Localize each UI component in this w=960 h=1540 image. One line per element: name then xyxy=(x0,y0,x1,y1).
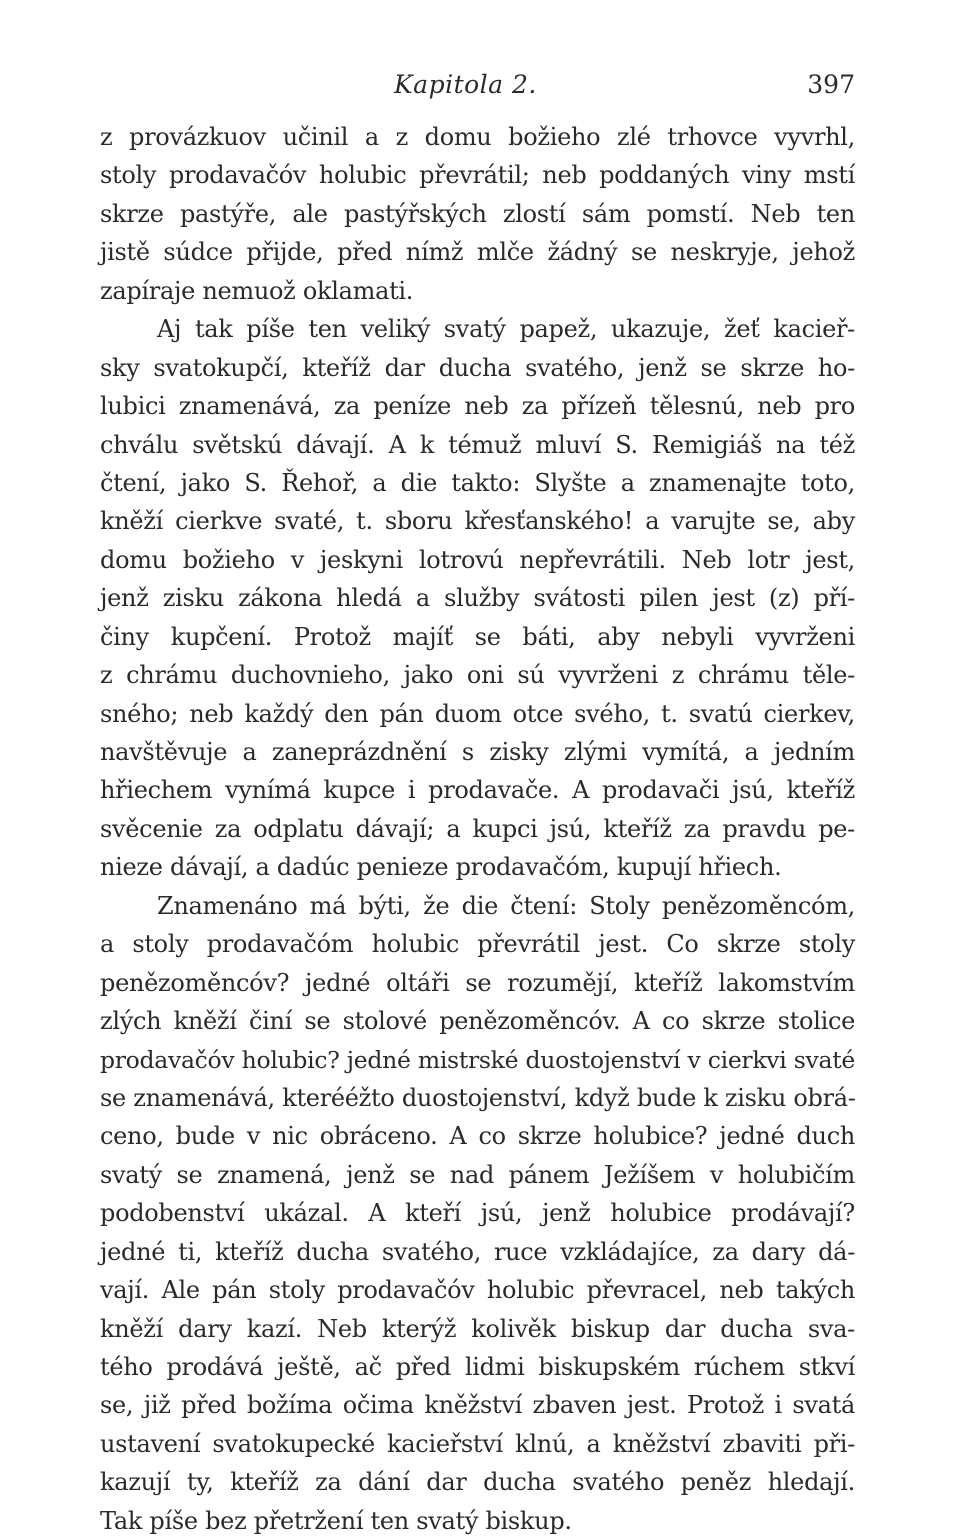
text-line: Znamenáno má býti, že die čtení: Stoly penězoměncóm, xyxy=(157,891,855,920)
text-line: zlých kněží činí se stolové penězoměncóv. A co skrze stolice xyxy=(100,1007,855,1036)
text-line: svatý se znamená, jenž se nad pánem Ježíšem v holubičím xyxy=(100,1160,855,1189)
text-line: činy kupčení. Protož majíť se báti, aby nebyli vyvrženi xyxy=(100,622,855,651)
text-line: stoly prodavačóv holubic převrátil; neb poddaných viny mstí xyxy=(100,161,855,190)
text-line: z chrámu duchovnieho, jako oni sú vyvrženi z chrámu těle- xyxy=(100,661,855,690)
text-line: podobenství ukázal. A kteří jsú, jenž holubice prodávají? xyxy=(100,1199,855,1228)
text-line: kněží dary kazí. Neb kterýž kolivěk biskup dar ducha sva- xyxy=(100,1314,855,1343)
page-header xyxy=(100,70,855,106)
text-line: sky svatokupčí, kteříž dar ducha svatého, jenž se skrze ho- xyxy=(100,353,855,382)
text-line: svěcenie za odplatu dávají; a kupci jsú, kteříž za pravdu pe- xyxy=(100,814,855,843)
text-line: sného; neb každý den pán duom otce svého, t. svatú cierkev, xyxy=(100,699,855,728)
text-line: kněží cierkve svaté, t. sboru křesťanského! a varujte se, aby xyxy=(100,507,855,536)
body-text xyxy=(100,118,855,1540)
text-line: prodavačóv holubic? jedné mistrské duostojenství v cierkvi svaté xyxy=(100,1045,855,1074)
text-line: se, již před božíma očima kněžství zbaven jest. Protož i svatá xyxy=(100,1391,855,1420)
text-line: jistě súdce přijde, před nímž mlče žádný se neskryje, jehož xyxy=(100,238,855,267)
text-line: Tak píše bez přetržení ten svatý biskup. xyxy=(100,1506,572,1535)
text-line: zapíraje nemuož oklamati. xyxy=(100,276,414,305)
text-line: hřiechem vynímá kupce i prodavače. A prodavači jsú, kteříž xyxy=(100,776,855,805)
text-line: domu božieho v jeskyni lotrovú nepřevrátili. Neb lotr jest, xyxy=(100,545,855,574)
text-line: čtení, jako S. Řehoř, a die takto: Slyšte a znamenajte toto, xyxy=(100,468,855,497)
text-line: jedné ti, kteříž ducha svatého, ruce vzkládajíce, za dary dá- xyxy=(100,1237,855,1266)
text-line: tého prodává ještě, ač před lidmi biskupském rúchem stkví xyxy=(100,1353,855,1381)
running-title: Kapitola 2. xyxy=(394,70,537,99)
text-line: se znamenává, kterééžto duostojenství, když bude k zisku obrá- xyxy=(100,1083,856,1112)
text-line: penězoměncóv? jedné oltáři se rozumějí, kteříž lakomstvím xyxy=(100,968,855,997)
text-line: skrze pastýře, ale pastýřských zlostí sám pomstí. Neb ten xyxy=(100,199,855,228)
text-line: vají. Ale pán stoly prodavačóv holubic převracel, neb takých xyxy=(100,1276,855,1305)
text-line: ustavení svatokupecké kacieřství klnú, a kněžství zbaviti při- xyxy=(100,1429,855,1458)
text-line: a stoly prodavačóm holubic převrátil jest. Co skrze stoly xyxy=(100,930,855,959)
text-line: navštěvuje a zaneprázdnění s zisky zlými vymítá, a jedním xyxy=(100,738,855,766)
page-number: 397 xyxy=(807,70,855,99)
text-line: ceno, bude v nic obráceno. A co skrze holubice? jedné duch xyxy=(100,1122,855,1151)
text-line: Aj tak píše ten veliký svatý papež, ukazuje, žeť kacieř- xyxy=(157,315,855,344)
text-line: jenž zisku zákona hledá a služby svátosti pilen jest (z) pří- xyxy=(100,584,855,613)
text-line: z provázkuov učinil a z domu božieho zlé trhovce vyvrhl, xyxy=(100,123,855,151)
text-line: chválu světskú dávají. A k témuž mluví S. Remigiáš na též xyxy=(100,430,855,459)
text-line: kazují ty, kteříž za dání dar ducha svatého peněz hledají. xyxy=(100,1468,855,1497)
text-line: lubici znamenává, za peníze neb za přízeň tělesnú, neb pro xyxy=(100,392,855,421)
text-line: nieze dávají, a dadúc penieze prodavačóm, kupují hřiech. xyxy=(100,853,782,882)
